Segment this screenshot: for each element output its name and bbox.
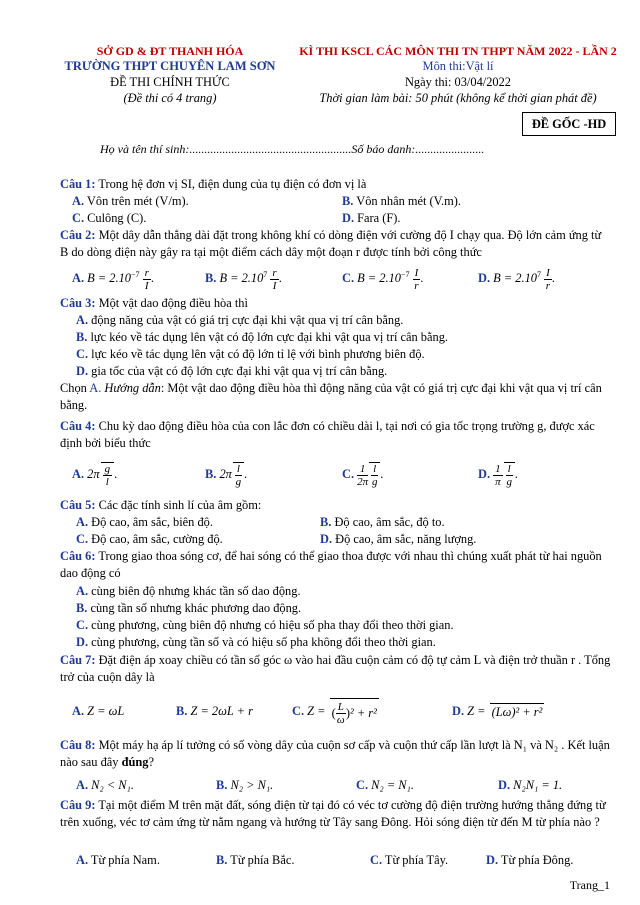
option-b xyxy=(320,514,445,531)
denominator: g xyxy=(371,476,378,488)
sqrt xyxy=(233,462,244,488)
option-label: D. xyxy=(76,364,89,378)
option-text: Từ phía Tây. xyxy=(382,853,449,867)
denominator: g xyxy=(235,476,242,488)
denominator: I xyxy=(272,279,277,292)
option-label: C. xyxy=(76,532,89,546)
formula-text: Z = xyxy=(467,704,489,718)
option-label: B. xyxy=(205,466,217,481)
option-d xyxy=(486,852,573,869)
formula-text: N₂ < N₁. xyxy=(91,778,134,792)
fraction xyxy=(544,267,552,292)
sqrt: ( $\frac{L}{\omega}$ )² + r² xyxy=(330,698,379,727)
question-label: Câu 4: xyxy=(60,419,96,433)
option-a: A. 2π $\frac{g}{l}$ . xyxy=(72,463,118,488)
question-4 xyxy=(60,418,612,452)
option-a xyxy=(72,193,189,210)
option-text: Độ cao, âm sắc, năng lượng. xyxy=(332,532,477,546)
option-d xyxy=(76,634,436,651)
option-a xyxy=(72,703,124,720)
question-text: Một dây dẫn thẳng dài đặt trong không khí có dòng điện với cường độ I chạy qua. Độ lớn cảm ứng từ B do dòng điện này gây ra tại một điểm cách dây một đoạn r được tính bởi công thức xyxy=(60,228,602,259)
question-text: Tại một điểm M trên mặt đất, sóng điện từ tại đó có véc tơ cường độ điện trường hướng thẳng đứng từ trên xuống, véc tơ cảm ứng từ nằm ngang và hướng từ Tây sang Đông. Hỏi sóng điện từ đến M từ phía nào ? xyxy=(60,798,606,829)
formula-inner: (Lω)² + r² xyxy=(491,705,543,720)
option-label: A. xyxy=(72,466,85,481)
option-c xyxy=(76,617,454,634)
option-b xyxy=(342,193,461,210)
fraction xyxy=(143,267,151,292)
option-text: cùng tần số nhưng khác phương dao động. xyxy=(87,601,302,615)
option-b xyxy=(76,329,448,346)
option-label: D. xyxy=(320,532,333,546)
question-6 xyxy=(60,548,612,582)
option-label: B. xyxy=(176,704,188,718)
formula-exponent: −7 xyxy=(400,270,410,279)
question-label: Câu 8: xyxy=(60,738,96,752)
question-label: Câu 3: xyxy=(60,296,96,310)
denominator: I xyxy=(144,279,149,292)
option-label: A. xyxy=(72,194,85,208)
option-a xyxy=(76,312,403,329)
answer-prefix: Chọn xyxy=(60,381,90,395)
option-label: C. xyxy=(342,466,355,481)
option-c: C. $B = 2.10^{-7}$ $\frac{I}{r}$ . xyxy=(342,266,424,292)
option-label: D. xyxy=(342,211,355,225)
numerator: g xyxy=(104,463,111,475)
option-c xyxy=(72,210,146,227)
fraction xyxy=(270,267,278,292)
option-c xyxy=(292,697,379,727)
option-d xyxy=(342,210,401,227)
option-a xyxy=(76,852,160,869)
exam-date: Ngày thi: 03/04/2022 xyxy=(404,75,511,89)
option-c xyxy=(356,777,414,794)
formula-text: B = 2.10 xyxy=(357,271,401,286)
numerator: l xyxy=(236,463,240,475)
option-a xyxy=(76,514,213,531)
fraction xyxy=(336,701,346,726)
option-d xyxy=(452,703,544,721)
option-text: cùng phương, cùng tần số và có hiệu số pha không đổi theo thời gian. xyxy=(88,635,436,649)
option-text: cùng phương, cùng biên độ nhưng có hiệu số pha thay đổi theo thời gian. xyxy=(88,618,454,632)
question-1 xyxy=(60,176,612,193)
denominator: r xyxy=(545,279,551,292)
option-text: động năng của vật có giá trị cực đại khi vật qua vị trí cân bằng. xyxy=(88,313,404,327)
question-label: Câu 7: xyxy=(60,653,96,667)
numerator: I xyxy=(414,266,419,279)
option-label: D. xyxy=(478,271,491,286)
school-name: TRƯỜNG THPT CHUYÊN LAM SƠN xyxy=(64,59,276,73)
option-label: C. xyxy=(292,704,305,718)
formula-exponent: 7 xyxy=(536,270,541,279)
fraction xyxy=(235,463,242,488)
option-a: A. $B = 2.10^{-7}$ $\frac{r}{I}$ . xyxy=(72,266,154,292)
option-label: A. xyxy=(72,271,85,286)
option-label: C. xyxy=(72,211,85,225)
formula-text: N₂ = N₁. xyxy=(371,778,414,792)
fraction xyxy=(103,463,113,488)
denominator: l xyxy=(105,476,109,488)
option-label: D. xyxy=(498,778,511,792)
numerator: 1 xyxy=(495,462,501,475)
option-label: C. xyxy=(342,271,355,286)
option-d: D. $B = 2.10^7$ $\frac{I}{r}$ . xyxy=(478,266,555,292)
option-c xyxy=(76,346,425,363)
numerator: r xyxy=(144,266,149,279)
option-text: Từ phía Bắc. xyxy=(227,853,295,867)
question-5 xyxy=(60,497,612,514)
numerator: I xyxy=(546,266,550,279)
option-label: B. xyxy=(216,853,228,867)
formula-text: N₂N₁ = 1. xyxy=(513,778,563,792)
option-text: Độ cao, âm sắc, độ to. xyxy=(331,515,445,529)
denominator: ω xyxy=(336,714,345,727)
exam-code-box: ĐỀ GỐC -HD xyxy=(522,112,616,136)
option-b xyxy=(216,852,294,869)
exam-subject: Môn thi:Vật lí xyxy=(422,59,494,73)
option-text: Từ phía Đông. xyxy=(498,853,574,867)
option-label: B. xyxy=(216,778,228,792)
option-label: D. xyxy=(486,853,499,867)
option-text: Từ phía Nam. xyxy=(88,853,160,867)
formula-text: B = 2.10 xyxy=(493,271,537,286)
option-text: cùng biên độ nhưng khác tần số dao động. xyxy=(88,584,301,598)
option-text: lực kéo về tác dụng lên vật có độ lớn tỉ lệ với bình phương biên độ. xyxy=(88,347,425,361)
answer-guide xyxy=(60,380,612,414)
sqrt xyxy=(504,462,515,488)
option-label: C. xyxy=(76,618,89,632)
formula-coefficient: 2π xyxy=(87,466,100,481)
option-b xyxy=(76,600,301,617)
page-count: (Đề thi có 4 trang) xyxy=(123,91,217,105)
answer-guide-label: Hướng dẫn xyxy=(101,381,161,395)
option-label: C. xyxy=(76,347,89,361)
fraction xyxy=(506,463,513,488)
question-7 xyxy=(60,652,612,686)
formula-exponent: 7 xyxy=(263,270,268,279)
option-b: B. 2π $\frac{l}{g}$ . xyxy=(205,463,248,488)
candidate-info-line: Họ và tên thí sinh:......................................................Số báo danh:....................... xyxy=(100,142,485,156)
sqrt xyxy=(369,462,380,488)
question-text: Đặt điện áp xoay chiều có tần số góc ω vào hai đầu cuộn cảm có độ tự cảm L và điện trở thuần r . Tổng trở của cuộn dây là xyxy=(60,653,611,684)
question-text: Trong hệ đơn vị SI, điện dung của tụ điện có đơn vị là xyxy=(95,177,367,191)
exam-duration: Thời gian làm bài: 50 phút (không kể thời gian phát đề) xyxy=(319,91,597,105)
option-b xyxy=(216,777,273,794)
sqrt xyxy=(490,703,545,721)
fraction xyxy=(371,463,378,488)
question-text: Các đặc tính sinh lí của âm gồm: xyxy=(95,498,262,512)
question-2 xyxy=(60,227,612,261)
numerator: L xyxy=(337,701,344,714)
option-text: Fara (F). xyxy=(354,211,401,225)
option-label: A. xyxy=(72,704,85,718)
question-emphasis: đúng xyxy=(121,755,149,769)
option-label: A. xyxy=(76,313,89,327)
option-b xyxy=(176,703,253,720)
question-label: Câu 9: xyxy=(60,798,96,812)
option-label: A. xyxy=(76,515,89,529)
option-d xyxy=(76,363,387,380)
option-label: A. xyxy=(76,778,89,792)
option-label: D. xyxy=(452,704,465,718)
option-c: C. $\frac{1}{2\pi}$ $\frac{l}{g}$ . xyxy=(342,462,384,488)
fraction xyxy=(413,267,421,292)
option-text: lực kéo về tác dụng lên vật có độ lớn cực đại khi vật qua vị trí cân bằng. xyxy=(87,330,448,344)
option-label: A. xyxy=(76,584,89,598)
question-9 xyxy=(60,797,612,831)
question-text: Chu kỳ dao động điều hòa của con lắc đơn có chiều dài l, tại nơi có gia tốc trọng trường g, được xác định bởi biểu thức xyxy=(60,419,595,450)
formula-text: Z = xyxy=(307,704,329,718)
numerator: r xyxy=(272,266,277,279)
denominator: r xyxy=(414,279,419,292)
formula-coefficient: 2π xyxy=(219,466,232,481)
answer-text: : Một vật dao động điều hòa thì động năng của vật có giá trị cực đại khi vật qua vị trí cân bằng. xyxy=(60,381,602,412)
question-label: Câu 6: xyxy=(60,549,96,563)
formula-tail: ² + r² xyxy=(350,705,377,720)
option-label: B. xyxy=(320,515,332,529)
question-text: Trong giao thoa sóng cơ, để hai sóng có thể giao thoa được với nhau thì chúng xuất phát từ hai nguồn dao động có xyxy=(60,549,602,580)
option-a xyxy=(76,583,301,600)
option-a xyxy=(76,777,134,794)
formula-text: B = 2.10 xyxy=(87,271,131,286)
option-text: Vôn nhân mét (V.m). xyxy=(353,194,461,208)
option-text: Độ cao, âm sắc, biên độ. xyxy=(88,515,213,529)
option-label: B. xyxy=(76,601,88,615)
denominator: g xyxy=(506,476,512,488)
option-label: B. xyxy=(342,194,354,208)
numerator: l xyxy=(507,463,511,475)
option-text: Vôn trên mét (V/m). xyxy=(84,194,189,208)
numerator: 1 xyxy=(357,463,368,476)
numerator: l xyxy=(373,463,377,475)
answer-choice: A. xyxy=(89,381,102,395)
question-label: Câu 1: xyxy=(60,177,96,191)
formula-text: Z = 2ωL + r xyxy=(190,704,253,718)
question-3 xyxy=(60,295,612,312)
option-d xyxy=(320,531,476,548)
option-c xyxy=(76,531,223,548)
option-d: D. $\frac{1}{\pi}$ $\frac{l}{g}$ . xyxy=(478,462,518,488)
option-text: Độ cao, âm sắc, cường độ. xyxy=(88,532,223,546)
denominator: 2π xyxy=(357,475,369,488)
exam-title: KÌ THI KSCL CÁC MÔN THI TN THPT NĂM 2022 - LẦN 2 xyxy=(299,44,617,58)
option-text: gia tốc của vật có độ lớn cực đại khi vật qua vị trí cân bằng. xyxy=(88,364,388,378)
sqrt xyxy=(101,462,115,488)
formula-text: B = 2.10 xyxy=(219,271,264,286)
option-label: B. xyxy=(205,271,217,286)
denominator: π xyxy=(495,475,501,488)
question-label: Câu 5: xyxy=(60,498,96,512)
question-text: Một vật dao động điều hòa thì xyxy=(95,296,248,310)
option-text: Culông (C). xyxy=(84,211,147,225)
option-c xyxy=(370,852,448,869)
option-label: D. xyxy=(478,466,491,481)
formula-exponent: −7 xyxy=(130,270,140,279)
question-text: Một máy hạ áp lí tưởng có số vòng dây của cuộn sơ cấp và cuộn thứ cấp lần lượt là N₁ và N₂ . Kết luận nào sau đây xyxy=(60,738,610,769)
option-d xyxy=(498,777,562,794)
question-end: ? xyxy=(148,755,154,769)
option-label: C. xyxy=(370,853,383,867)
coefficient-fraction xyxy=(357,463,368,488)
question-8 xyxy=(60,737,612,771)
option-label: C. xyxy=(356,778,369,792)
official-label: ĐỀ THI CHÍNH THỨC xyxy=(110,75,230,89)
option-label: A. xyxy=(76,853,89,867)
option-label: B. xyxy=(76,330,88,344)
option-label: D. xyxy=(76,635,89,649)
option-b: B. $B = 2.10^7$ $\frac{r}{I}$ . xyxy=(205,266,282,292)
formula-text: N₂ > N₁. xyxy=(230,778,274,792)
formula-text: Z = ωL xyxy=(87,704,125,718)
department-name: SỞ GD & ĐT THANH HÓA xyxy=(96,44,244,58)
page-number: Trang_1 xyxy=(569,878,610,892)
coefficient-fraction xyxy=(493,463,503,488)
question-label: Câu 2: xyxy=(60,228,96,242)
